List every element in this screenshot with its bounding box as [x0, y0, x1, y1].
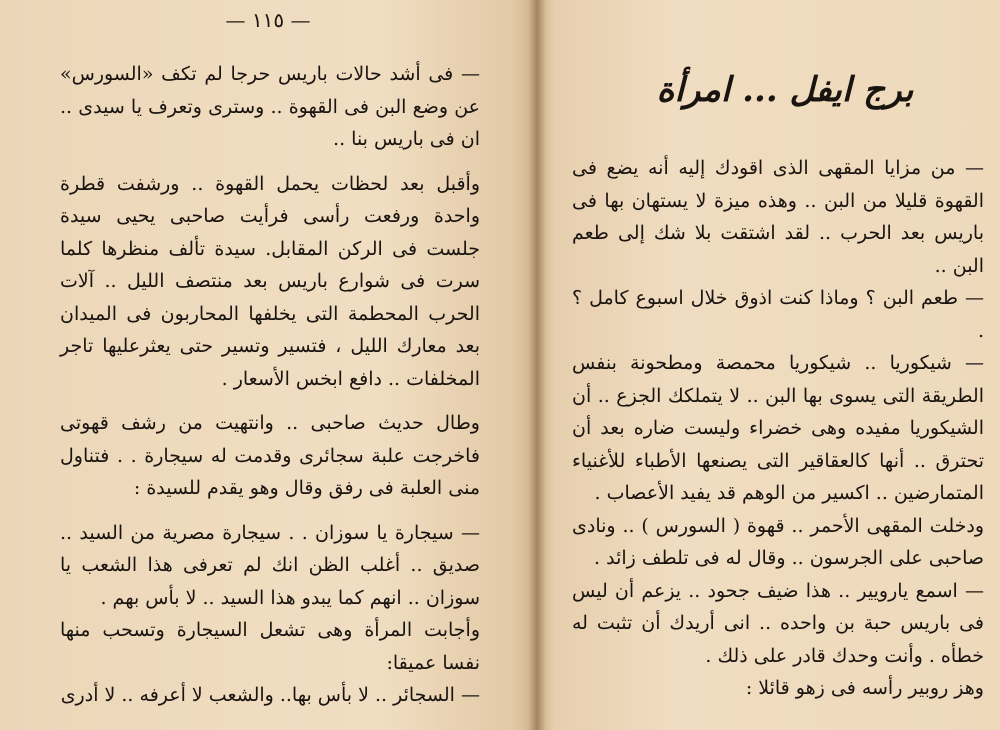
- paragraph: — من مزايا المقهى الذى اقودك إليه أنه يضع فى القهوة قليلا من البن .. وهذه ميزة لا يستهان بها فى باريس بعد الحرب .. لقد اشتقت بلا شك إلى طعم البن ..: [572, 157, 984, 277]
- paragraph: وطال حديث صاحبى .. وانتهيت من رشف قهوتى فاخرجت علبة سجائرى وقدمت له سيجارة . . فتناول منى العلبة فى رفق وقال وهو يقدم للسيدة :: [60, 412, 480, 499]
- paragraph: وأقبل بعد لحظات يحمل القهوة .. ورشفت قطرة واحدة ورفعت رأسى فرأيت صاحبى يحيى سيدة جلست فى الركن المقابل. سيدة تألف منظرها كلما سرت فى شوارع باريس بعد منتصف الليل .. آلات الحرب المحطمة التى يخلفها المحاربون فى الميدان بعد معارك الليل ، فتسير وتسير حتى يعثرعليها تاجر المخلفات .. دافع ابخس الأسعار .: [60, 172, 480, 390]
- paragraph: — السجائر .. لا بأس بها.. والشعب لا أعرفه .. لا أدرى: [60, 684, 480, 706]
- paragraph: ودخلت المقهى الأحمر .. قهوة ( السورس ) .. ونادى صاحبى على الجرسون .. وقال له فى تلطف زائد .: [572, 514, 984, 569]
- paragraph: — اسمع يارويير .. هذا ضيف جحود .. يزعم أن ليس فى باريس حبة بن واحده .. انى أريدك أن تثبت له خطأه . وأنت وحدك قادر على ذلك .: [572, 579, 984, 667]
- chapter-title: برج ايفل ... امرأة: [656, 70, 914, 110]
- paragraph: — شيكوريا .. شيكوريا محمصة ومطحونة بنفس الطريقة التى يسوى بها البن .. لا يتملكك الجزع .. أن الشيكوريا مفيده وهى خضراء وليست ضاره بعد أن تحترق .. أنها كالعقاقير التى يصنعها الأطباء للأغنياء المتمارضين .. اكسير من الوهم قد يفيد الأعصاب .: [572, 352, 984, 504]
- paragraph: — سيجارة يا سوزان . . سيجارة مصرية من السيد .. صديق .. أغلب الظن انك لم تعرفى هذا الشعب يا سوزان .. انهم كما يبدو هذا السيد .. لا بأس بهم .: [60, 521, 480, 609]
- left-page-text: [60, 58, 480, 712]
- paragraph: — فى أشد حالات باريس حرجا لم تكف «السورس» عن وضع البن فى القهوة .. وسترى وتعرف يا سيدى .. ان فى باريس بنا ..: [60, 63, 480, 150]
- page-number: — ١١٥ —: [225, 8, 311, 32]
- paragraph: — طعم البن ؟ وماذا كنت اذوق خلال اسبوع كامل ؟ .: [572, 287, 984, 342]
- right-page-text: [572, 152, 984, 705]
- paragraph: وهز روبير رأسه فى زهو قائلا :: [745, 677, 984, 699]
- book-gutter: [528, 0, 546, 730]
- paragraph: وأجابت المرأة وهى تشعل السيجارة وتسحب منها نفسا عميقا:: [60, 619, 480, 674]
